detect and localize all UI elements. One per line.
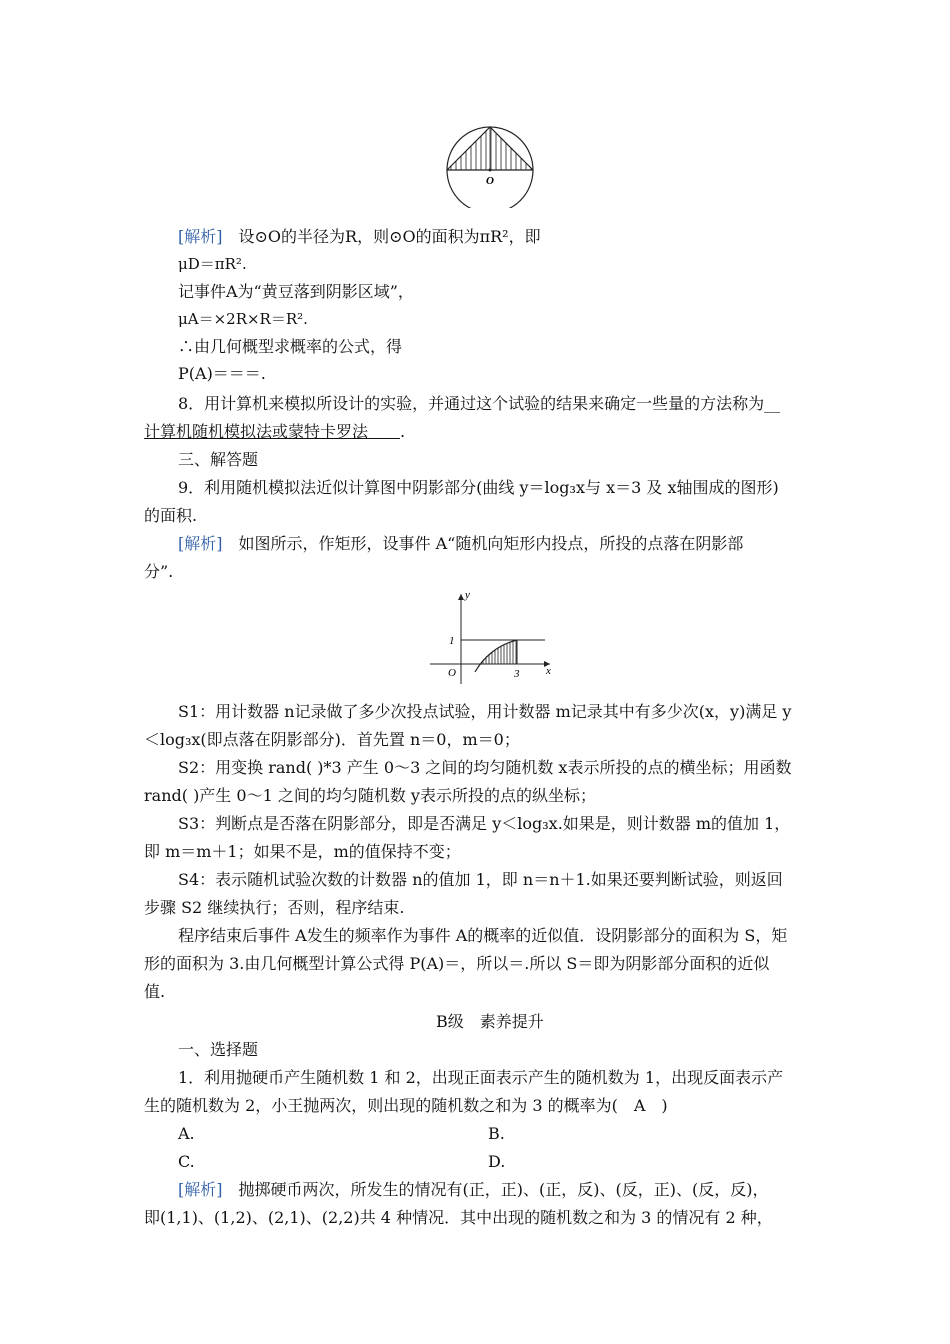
q8-line2: 计算机随机模拟法或蒙特卡罗法 . <box>144 422 406 441</box>
q8-answer: 计算机随机模拟法或蒙特卡罗法 <box>144 422 369 441</box>
conclusion-1: 程序结束后事件 A发生的频率作为事件 A的概率的近似值．设阴影部分的面积为 S，矩 <box>178 926 788 945</box>
section3-heading: 三、解答题 <box>178 450 259 469</box>
sec7-line2: μD＝πR². <box>178 255 247 273</box>
sec7-line6: P(A)＝＝＝. <box>178 364 266 383</box>
step1-a: S1：用计数器 n记录做了多少次投点试验，用计数器 m记录其中有多少次(x，y)满足 y <box>178 702 792 721</box>
sec7-line4: μA＝×2R×R＝R². <box>178 310 308 328</box>
sec7-line3: 记事件A为“黄豆落到阴影区域”， <box>178 282 414 301</box>
section1-heading: 一、选择题 <box>178 1040 259 1059</box>
analysis-tag: [解析] <box>178 1180 223 1199</box>
sec7-line1: [解析] 设⊙O的半径为R，则⊙O的面积为πR²，即 <box>178 227 541 246</box>
origin-label: O <box>448 667 456 679</box>
q1-option-d: D. <box>488 1152 506 1171</box>
center-label: O <box>486 175 494 187</box>
q1-solution-2: 即(1,1)、(1,2)、(2,1)、(2,2)共 4 种情况．其中出现的随机数之和为 3 的情况有 2 种， <box>144 1208 773 1227</box>
tick-one-label: 1 <box>449 635 455 647</box>
y-axis-label: y <box>465 589 470 601</box>
q1-option-b: B. <box>488 1124 505 1143</box>
x-axis-label: x <box>546 665 551 677</box>
q1-option-a: A. <box>178 1124 195 1143</box>
log-curve-figure <box>425 588 560 688</box>
q9-line3: [解析] 如图所示，作矩形，设事件 A“随机向矩形内投点，所投的点落在阴影部 <box>178 534 744 553</box>
q1-option-c: C. <box>178 1152 195 1171</box>
step1-b: ＜log₃x(即点落在阴影部分)．首先置 n＝0，m＝0； <box>144 730 520 749</box>
step2-a: S2：用变换 rand( )*3 产生 0～3 之间的均匀随机数 x表示所投的点的横坐标；用函数 <box>178 758 792 777</box>
q8-line1: 8．用计算机来模拟所设计的实验，并通过这个试验的结果来确定一些量的方法称为__ <box>178 394 781 413</box>
analysis-tag: [解析] <box>178 227 223 246</box>
level-b-heading: B级 素养提升 <box>436 1012 544 1031</box>
step2-b: rand( )产生 0～1 之间的均匀随机数 y表示所投的点的纵坐标； <box>144 786 596 805</box>
step3-b: 即 m＝m＋1；如果不是，m的值保持不变； <box>144 842 461 861</box>
step4-a: S4：表示随机试验次数的计数器 n的值加 1，即 n＝n＋1.如果还要判断试验，则返回 <box>178 870 783 889</box>
sec7-line5: ∴由几何概型求概率的公式，得 <box>178 337 403 356</box>
q9-line2: 的面积. <box>144 506 198 525</box>
q1-line1: 1．利用抛硬币产生随机数 1 和 2，出现正面表示产生的随机数为 1，出现反面表示产 <box>178 1068 784 1087</box>
conclusion-2: 形的面积为 3.由几何概型计算公式得 P(A)＝，所以＝.所以 S＝即为阴影部分面积的近似 <box>144 954 770 973</box>
step4-b: 步骤 S2 继续执行；否则，程序结束. <box>144 898 405 917</box>
conclusion-3: 值. <box>144 982 166 1001</box>
step3-a: S3：判断点是否落在阴影部分，即是否满足 y＜log₃x.如果是，则计数器 m的值加 1， <box>178 814 791 833</box>
tick-three-label: 3 <box>514 668 520 680</box>
q1-solution-1: [解析] 抛掷硬币两次，所发生的情况有(正，正)、(正，反)、(反，正)、(反，反)， <box>178 1180 769 1199</box>
q1-line2: 生的随机数为 2，小王抛两次，则出现的随机数之和为 3 的概率为( A ) <box>144 1096 668 1115</box>
q9-line4: 分”. <box>144 562 174 581</box>
circle-triangle-figure <box>440 122 540 208</box>
analysis-tag: [解析] <box>178 534 223 553</box>
q9-line1: 9．利用随机模拟法近似计算图中阴影部分(曲线 y＝log₃x与 x＝3 及 x轴围成的图形) <box>178 478 779 497</box>
